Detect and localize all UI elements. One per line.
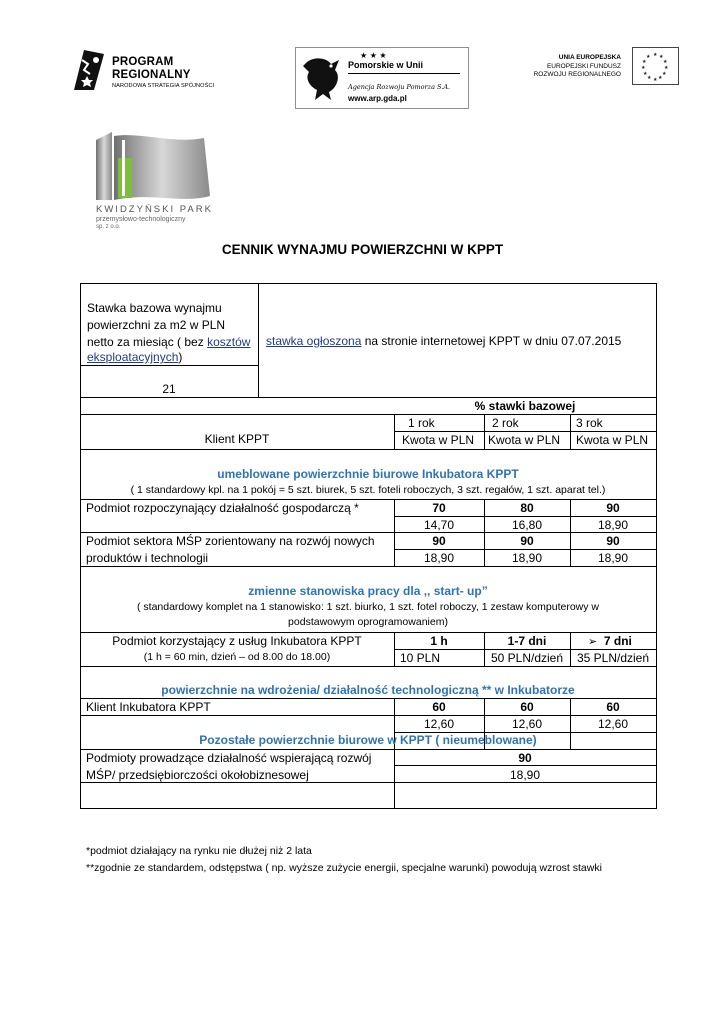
section2-row-label: Podmiot korzystający z usług Inkubatora KPPT — [112, 634, 362, 648]
section4-title: Pozostałe powierzchnie biurowe w KPPT ( nieumeblowane) — [199, 733, 537, 747]
price-table — [80, 283, 656, 809]
section1-row1-pln-3: 18,90 — [597, 518, 629, 532]
operating-costs-link[interactable]: eksploatacyjnych — [87, 350, 179, 364]
page-title: CENNIK WYNAJMU POWIERZCHNI W KPPT — [221, 242, 504, 257]
svg-text:★ ★ ★: ★ ★ ★ — [360, 51, 387, 59]
base-rate-label-line2: powierzchni za m2 w PLN — [87, 318, 226, 332]
section4-row-label-line2: MŚP/ przedsiębiorczości okołobiznesowej — [86, 768, 309, 782]
percent-header: % stawki bazowej — [474, 399, 576, 413]
section2-period-1: 1 h — [430, 634, 448, 648]
griffin-emblem-icon — [301, 54, 345, 102]
base-rate-label-line1: Stawka bazowa wynajmu — [87, 301, 222, 315]
amount-header-2: Kwota w PLN — [488, 433, 561, 447]
section1-row1-pct-3: 90 — [606, 501, 620, 515]
svg-text:★: ★ — [641, 65, 646, 71]
pomorskie-title: Pomorskie w Unii — [348, 60, 424, 70]
svg-text:★: ★ — [663, 59, 668, 65]
section2-desc-line1: ( standardowy komplet na 1 stanowisko: 1 szt. biurko, 1 szt. fotel roboczy, 1 zestaw komputerowy w — [136, 601, 599, 613]
section2-price-2: 50 PLN/dzień — [490, 651, 564, 665]
eu-flag-icon — [632, 47, 679, 85]
section2-price-1: 10 PLN — [400, 651, 441, 665]
base-rate-label-line4 — [87, 350, 182, 364]
svg-text:★: ★ — [647, 75, 652, 81]
kppt-line1: KWIDZYŃSKI PARK — [96, 204, 213, 215]
section4-pct: 90 — [518, 751, 532, 765]
year2-header: 2 rok — [492, 416, 519, 430]
year1-header: 1 rok — [408, 416, 435, 430]
program-regionalny-emblem-icon — [70, 46, 108, 92]
svg-text:★: ★ — [664, 65, 669, 71]
section1-row1-pct-1: 70 — [432, 501, 446, 515]
svg-text:★: ★ — [653, 52, 658, 58]
svg-text:★: ★ — [659, 54, 664, 60]
program-line3: NARODOWA STRATEGIA SPÓJNOŚCI — [112, 83, 215, 89]
section3-pct-2: 60 — [520, 700, 534, 714]
base-rate-value: 21 — [162, 382, 176, 396]
section3-title: powierzchnie na wdrożenia/ działalność technologiczną ** w Inkubatorze — [161, 683, 575, 697]
section4-row-label-line1: Podmioty prowadzące działalność wspierającą rozwój — [86, 751, 372, 765]
pomorskie-logo — [295, 47, 469, 109]
section3-pct-3: 60 — [606, 700, 620, 714]
amount-header-1: Kwota w PLN — [402, 433, 475, 447]
ue-line3: ROZWOJU REGIONALNEGO — [533, 71, 621, 78]
kppt-line3: sp. z o.o. — [96, 224, 121, 230]
section1-row2-pct-1: 90 — [432, 534, 446, 548]
section3-row-label: Klient Inkubatora KPPT — [86, 700, 211, 714]
section1-row2-label-line2: produktów i technologii — [86, 551, 209, 565]
arrow-bullet-icon: ➢ — [588, 635, 598, 648]
kppt-building-icon — [92, 130, 222, 202]
section2-period-3 — [588, 634, 632, 649]
section2-title: zmienne stanowiska pracy dla ,, start- up” — [248, 584, 488, 598]
section2-desc-line2: podstawowym oprogramowaniem) — [288, 616, 448, 628]
svg-text:★: ★ — [662, 71, 667, 77]
base-rate-label-line3-text: netto za miesiąc ( bez — [87, 335, 208, 349]
section1-row2-pln-2: 18,90 — [511, 551, 543, 565]
section2-row-sub: (1 h = 60 min, dzień – od 8.00 do 18.00) — [143, 651, 331, 663]
base-rate-note-text: na stronie internetowej KPPT w dniu 07.07.2015 — [361, 334, 622, 348]
section1-row1-pct-2: 80 — [520, 501, 534, 515]
kppt-line2: przemysłowo-technologiczny — [96, 216, 186, 223]
ue-line1: UNIA EUROPEJSKA — [558, 54, 621, 61]
section1-row1-pln-2: 16,80 — [511, 518, 543, 532]
announced-rate-link[interactable]: stawka ogłoszona — [266, 334, 362, 348]
section1-row2-pct-2: 90 — [520, 534, 534, 548]
section1-row1-label: Podmiot rozpoczynający działalność gospodarczą * — [86, 501, 359, 515]
section2-period-3-text: 7 dni — [603, 634, 632, 648]
base-rate-label-close: ) — [178, 350, 183, 364]
section1-row2-label-line1: Podmiot sektora MŚP zorientowany na rozwój nowych — [86, 534, 375, 548]
amount-header-3: Kwota w PLN — [576, 433, 649, 447]
section1-desc: ( 1 standardowy kpl. na 1 pokój = 5 szt. biurek, 5 szt. foteli roboczych, 3 szt. regałów, 1 szt. aparat tel.) — [130, 484, 606, 496]
section1-row2-pln-3: 18,90 — [597, 551, 629, 565]
section1-row1-pln-1: 14,70 — [423, 518, 455, 532]
section4-pln: 18,90 — [509, 768, 541, 782]
program-line2: REGIONALNY — [112, 69, 191, 81]
stars-icon — [360, 51, 390, 59]
ue-logo — [534, 47, 679, 85]
section1-row2-pln-1: 18,90 — [423, 551, 455, 565]
client-kppt-label: Klient KPPT — [204, 432, 270, 446]
base-rate-label-line3 — [87, 335, 250, 349]
section2-period-2: 1-7 dni — [507, 634, 547, 648]
kppt-logo — [92, 130, 222, 240]
section3-pln-1: 12,60 — [423, 717, 455, 731]
svg-text:★: ★ — [653, 77, 658, 83]
year3-header: 3 rok — [576, 416, 603, 430]
section2-price-3: 35 PLN/dzień — [576, 651, 650, 665]
section3-pct-1: 60 — [432, 700, 446, 714]
pomorskie-url: www.arp.gda.pl — [348, 94, 407, 103]
ue-line2: EUROPEJSKI FUNDUSZ — [546, 63, 621, 70]
costs-link[interactable]: kosztów — [207, 335, 251, 349]
program-regionalny-logo — [70, 46, 220, 94]
pomorskie-agency: Agencja Rozwoju Pomorza S.A. — [348, 83, 451, 91]
svg-text:★: ★ — [658, 75, 663, 81]
footnote-1: *podmiot działający na rynku nie dłużej niż 2 lata — [86, 845, 312, 857]
footnote-2: **zgodnie ze standardem, odstępstwa ( np. wyższe zużycie energii, specjalne warunki) powodują wzrost stawki — [86, 862, 602, 874]
program-line1: PROGRAM — [112, 56, 174, 68]
svg-text:★: ★ — [642, 59, 647, 65]
svg-text:★: ★ — [643, 71, 648, 77]
section1-row2-pct-3: 90 — [606, 534, 620, 548]
section3-pln-2: 12,60 — [511, 717, 543, 731]
base-rate-note — [266, 334, 621, 348]
section1-title: umeblowane powierzchnie biurowe Inkubatora KPPT — [217, 467, 519, 481]
section3-pln-3: 12,60 — [597, 717, 629, 731]
svg-text:★: ★ — [646, 54, 651, 60]
